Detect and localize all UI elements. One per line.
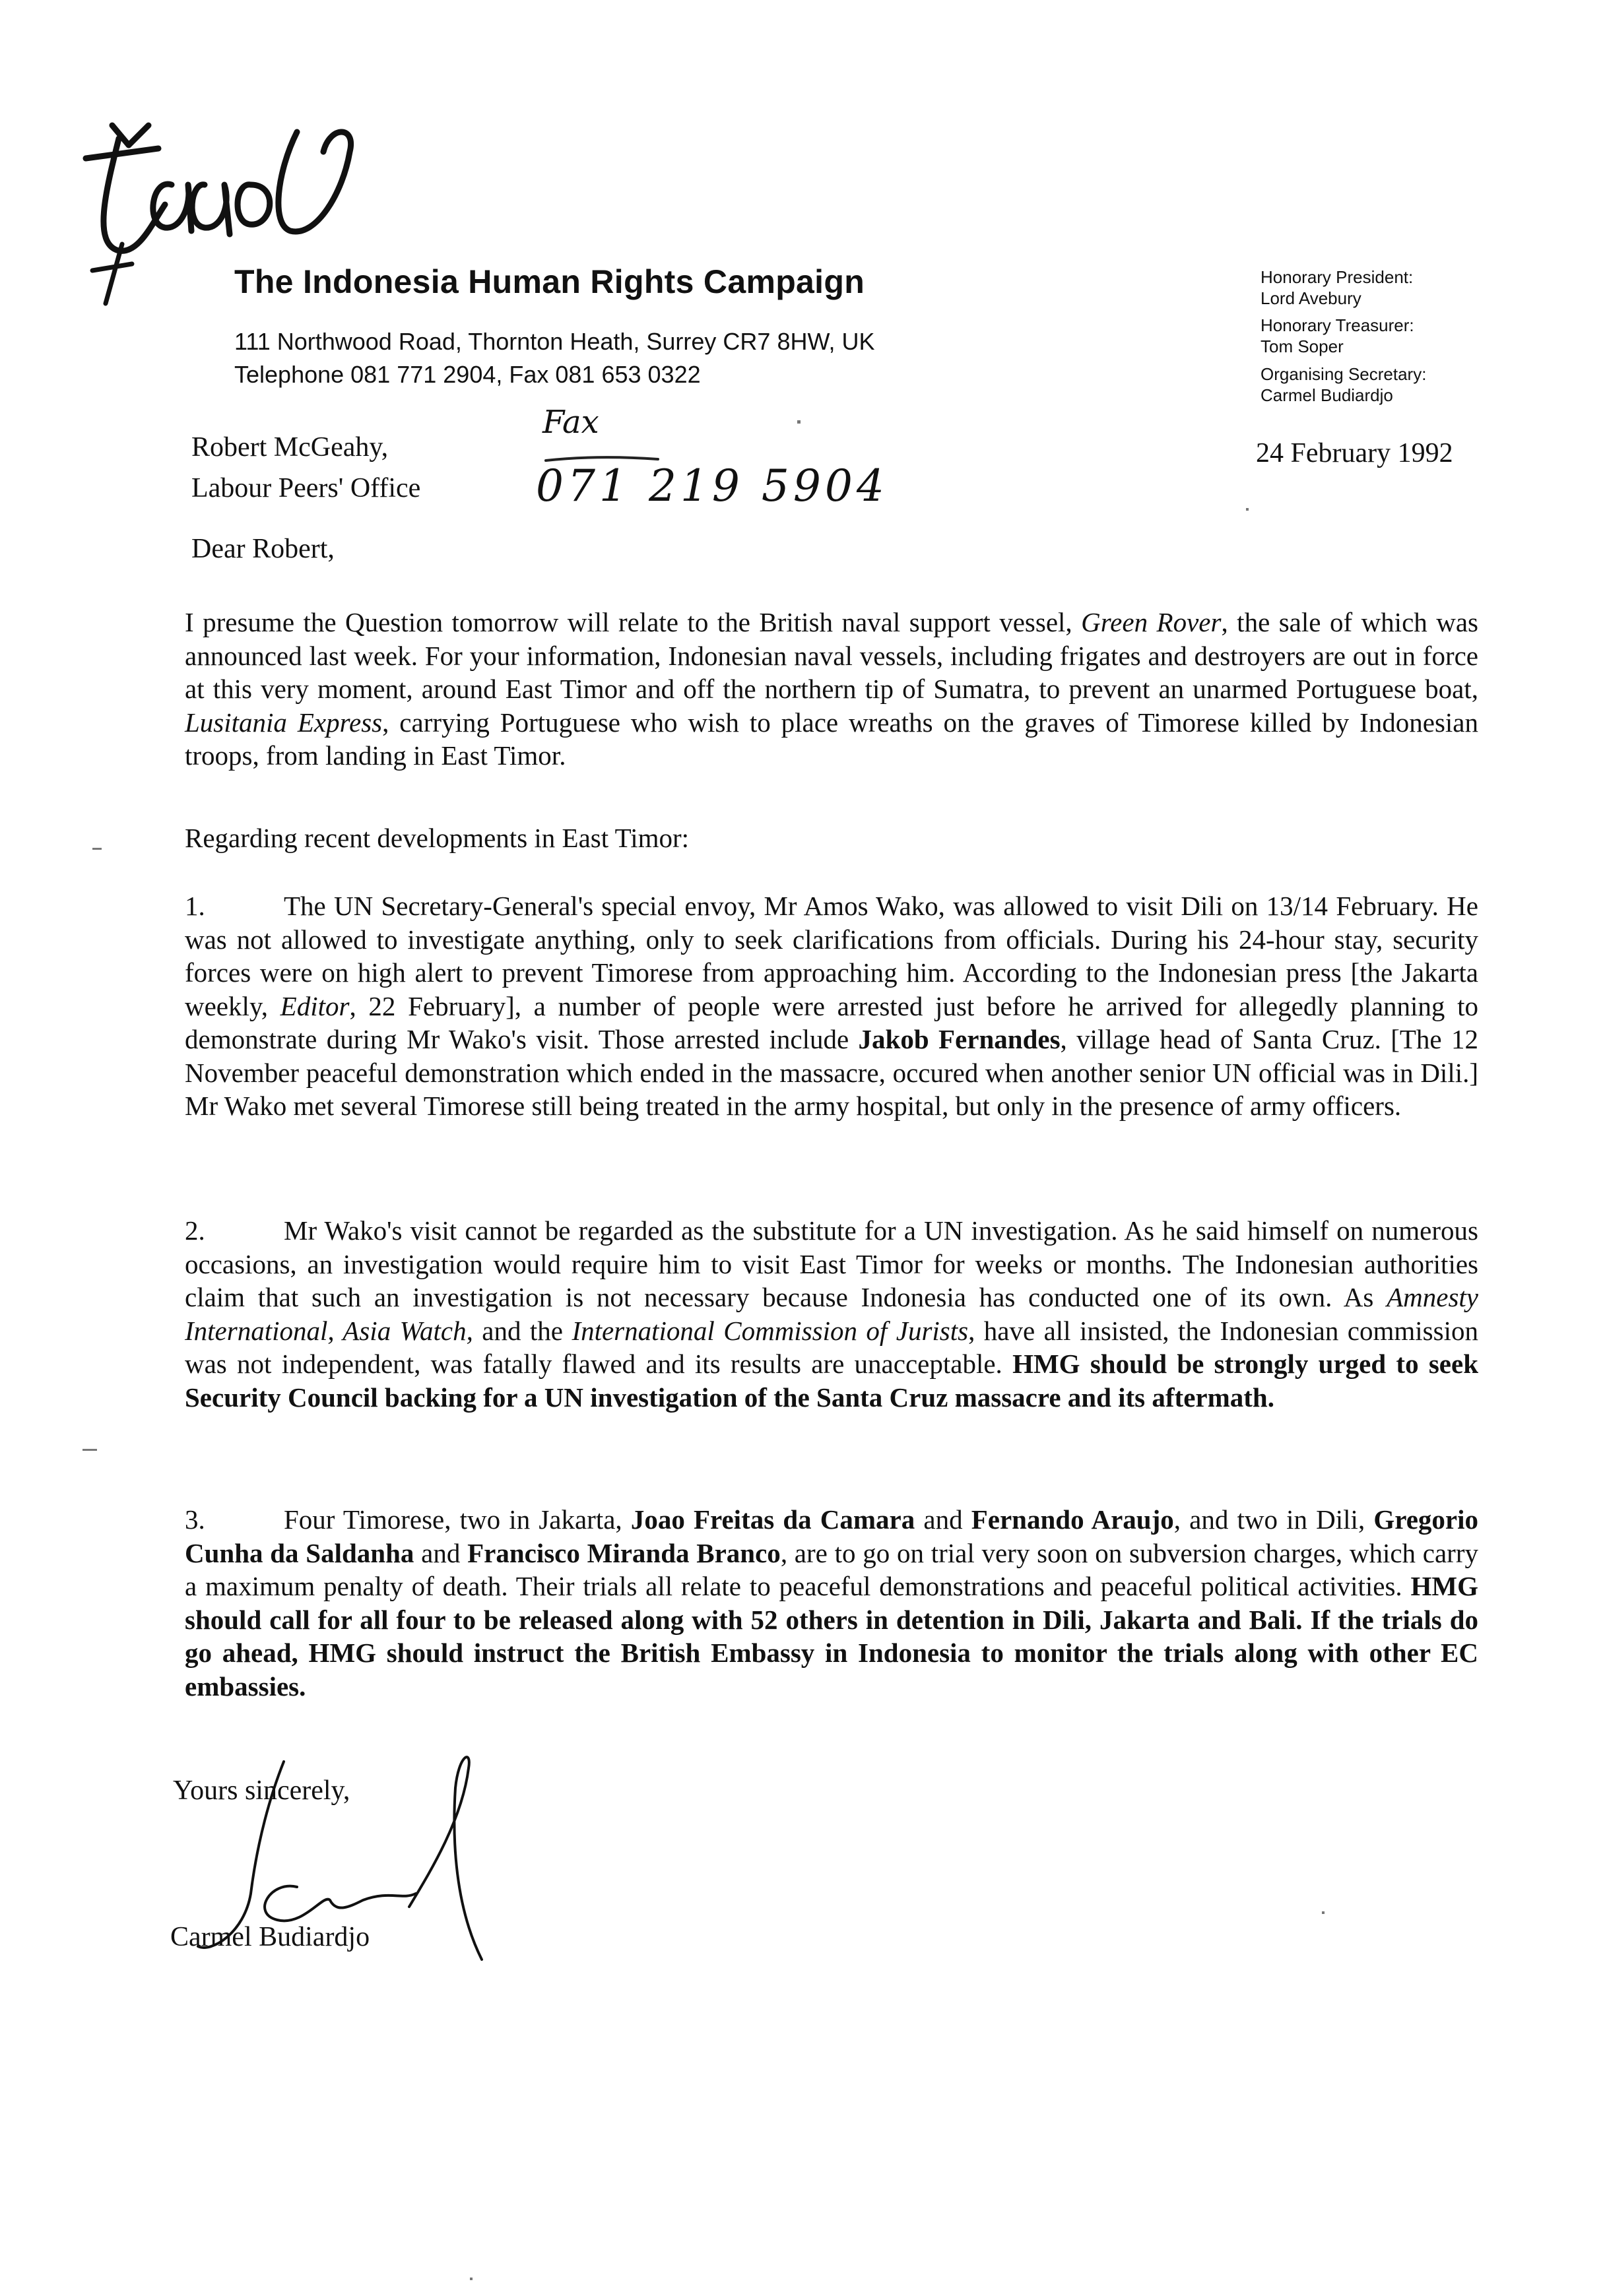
org-address: 111 Northwood Road, Thornton Heath, Surrey CR7 8HW, UK <box>234 328 875 355</box>
point-number: 1. <box>185 891 205 921</box>
paragraph-intro <box>185 606 1478 773</box>
scan-speck <box>797 420 801 424</box>
scan-speck <box>92 848 102 850</box>
italic-text-run: International Commission of Jurists <box>572 1315 969 1346</box>
text-run: I presume the Question tomorrow will relate to the British naval support vessel, <box>185 607 1082 637</box>
letter-date: 24 February 1992 <box>1256 438 1453 468</box>
salutation: Dear Robert, <box>191 534 335 564</box>
text-run: and <box>414 1537 468 1568</box>
italic-text-run: Amnesty International, Asia Watch, <box>185 1282 1478 1346</box>
scan-speck <box>82 1449 97 1451</box>
paragraph-point-2 <box>185 1214 1478 1414</box>
signatory-name: Carmel Budiardjo <box>170 1922 370 1952</box>
point-text <box>185 1504 1478 1702</box>
italic-text-run: Lusitania Express <box>185 707 383 738</box>
officer-role: Honorary Treasurer: <box>1261 315 1414 336</box>
bold-text-run: HMG should call for all four to be released along with 52 others in detention in Dili, Jakarta and Bali. If the trials do go ahead, HMG should instruct the British Embassy in Indonesia to monitor the trials along with other EC embassies. <box>185 1571 1478 1702</box>
paragraph-point-3 <box>185 1503 1478 1703</box>
point-number: 3. <box>185 1504 205 1535</box>
recipient-office: Labour Peers' Office <box>191 473 421 503</box>
paragraph-regarding: Regarding recent developments in East Timor: <box>185 823 690 853</box>
bold-text-run: Fernando Araujo <box>971 1504 1174 1535</box>
officer-name: Tom Soper <box>1261 336 1344 357</box>
handwritten-fax-number: 071 219 5904 <box>536 461 888 511</box>
scan-speck <box>470 2278 473 2280</box>
point-text <box>185 1215 1478 1413</box>
officers-list <box>1261 267 1426 412</box>
bold-text-run: Joao Freitas da Camara <box>630 1504 915 1535</box>
point-text <box>185 891 1478 1121</box>
bold-text-run: Gregorio Cunha da Saldanha <box>185 1504 1478 1568</box>
text-run: , carrying Portuguese who wish to place wreaths on the graves of Timorese killed by Indonesian troops, from landing in East Timor. <box>185 707 1478 771</box>
officer-name: Lord Avebury <box>1261 288 1361 308</box>
text-run: Mr Wako's visit cannot be regarded as the substitute for a UN investigation. As he said himself on numerous occasions, an investigation would require him to visit East Timor for weeks or months. The Indonesian authorities claim that such an investigation is not necessary because Indonesia has conducted one of its own. As <box>185 1215 1478 1312</box>
text-run: , have all insisted, the Indonesian commission was not independent, was fatally flawed and its results are unacceptable. <box>185 1315 1478 1379</box>
text-run: , are to go on trial very soon on subversion charges, which carry a maximum penalty of death. Their trials all relate to peaceful demonstrations and peaceful political activities. <box>185 1537 1478 1601</box>
closing: Yours sincerely, <box>173 1775 350 1806</box>
text-run: , the sale of which was announced last week. For your information, Indonesian naval vessels, including frigates and destroyers are out in force at this very moment, around East Timor and off the northern tip of Sumatra, to prevent an unarmed Portuguese boat, <box>185 607 1478 704</box>
handwritten-fax-label: Fax <box>542 404 599 441</box>
recipient-block <box>191 427 420 509</box>
recipient-name: Robert McGeahy, <box>191 432 389 462</box>
org-name: The Indonesia Human Rights Campaign <box>234 263 865 300</box>
officer-role: Organising Secretary: <box>1261 364 1427 384</box>
officer-role: Honorary President: <box>1261 267 1414 287</box>
bold-text-run: Francisco Miranda Branco <box>467 1537 781 1568</box>
text-run: , village head of Santa Cruz. [The 12 November peaceful demonstration which ended in the massacre, occured when another senior UN official was in Dili.] Mr Wako met several Timorese still being treated in the army hospital, but only in the presence of army officers. <box>185 1024 1478 1121</box>
text-run: and the <box>473 1315 572 1346</box>
scan-speck <box>1322 1911 1325 1914</box>
text-run: Four Timorese, two in Jakarta, <box>284 1504 631 1535</box>
italic-text-run: Editor <box>280 990 350 1021</box>
scan-speck <box>1246 508 1249 511</box>
bold-text-run: HMG should be strongly urged to seek Security Council backing for a UN investigation of the Santa Cruz massacre and its aftermath. <box>185 1349 1478 1413</box>
text-run: , 22 February], a number of people were arrested just before he arrived for allegedly planning to demonstrate during Mr Wako's visit. Those arrested include <box>185 990 1478 1054</box>
text-run: , and two in Dili, <box>1173 1504 1374 1535</box>
point-number: 2. <box>185 1215 205 1246</box>
paragraph-point-1 <box>185 889 1478 1123</box>
bold-text-run: Jakob Fernandes <box>858 1024 1061 1054</box>
italic-text-run: Green Rover <box>1081 607 1222 637</box>
text-run: The UN Secretary-General's special envoy, Mr Amos Wako, was allowed to visit Dili on 13/14 February. He was not allowed to investigate anything, only to seek clarifications from officials. During his 24-hour stay, security forces were on high alert to prevent Timorese from approaching him. According to the Indonesian press [the Jakarta weekly, <box>185 891 1478 1021</box>
text-run: and <box>915 1504 971 1535</box>
org-phone: Telephone 081 771 2904, Fax 081 653 0322 <box>234 361 701 388</box>
officer-name: Carmel Budiardjo <box>1261 385 1393 405</box>
